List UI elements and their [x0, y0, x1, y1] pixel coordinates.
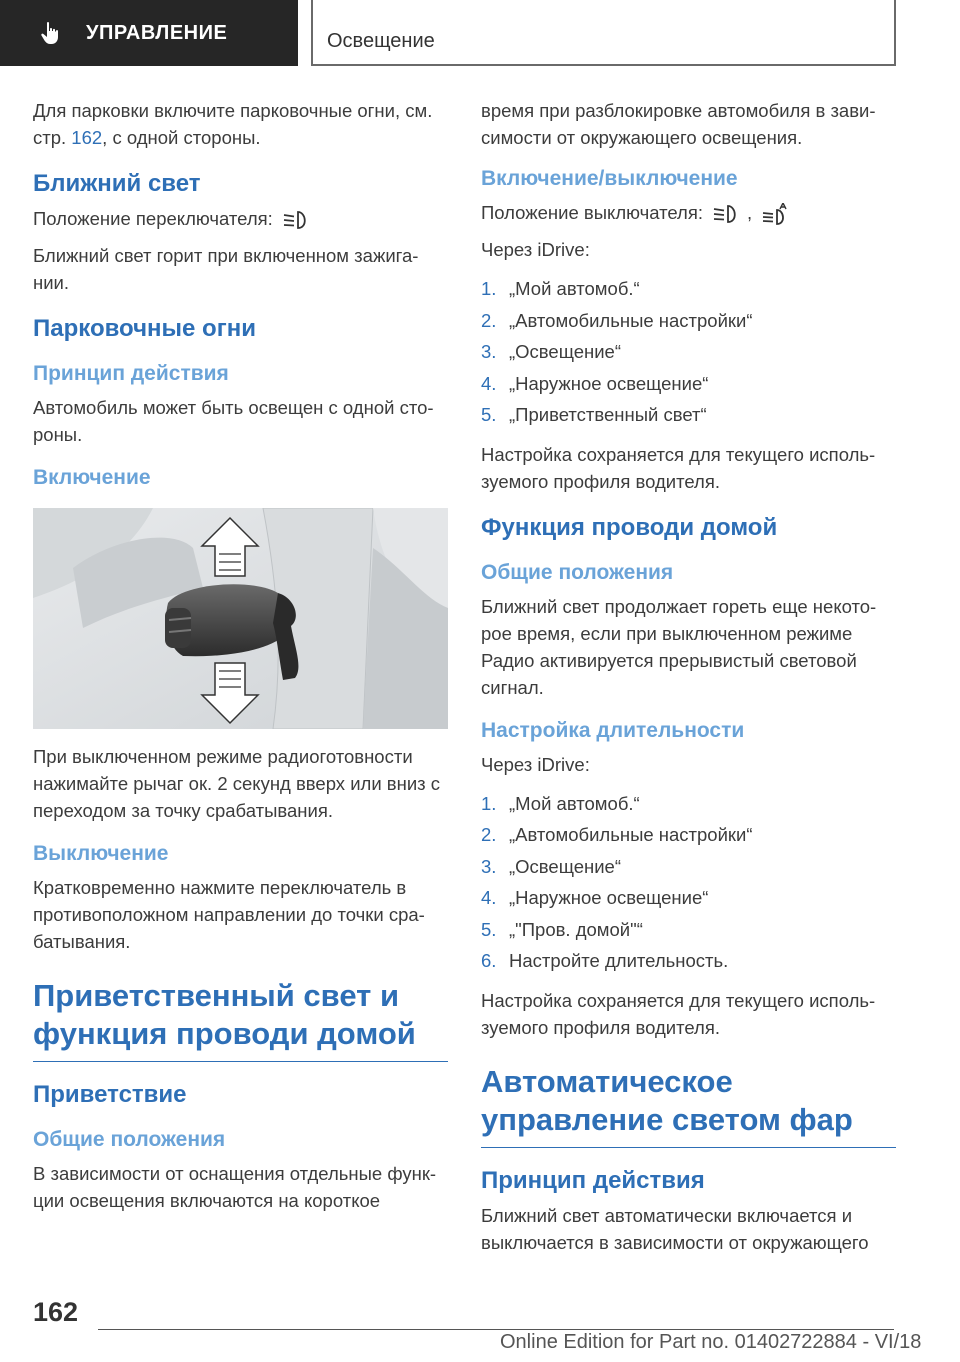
- onoff-heading: Включение/выключение: [481, 167, 738, 190]
- section-tab[interactable]: [0, 0, 298, 66]
- onoff-switch-position: Положение выключателя: ,: [481, 199, 896, 226]
- low-beam-icon: [711, 203, 741, 225]
- onoff-via-idrive: Через iDrive:: [481, 239, 590, 260]
- duration-saved-text: Настройка сохраняется для текущего исполь-зуемого профиля водителя.: [481, 989, 876, 1038]
- list-item: 3. „Освещение“: [481, 341, 622, 362]
- list-item: 2. „Автомобильные настройки“: [481, 824, 753, 845]
- chapter-tab[interactable]: [311, 0, 896, 66]
- list-item: 5. „Приветственный свет“: [481, 404, 707, 425]
- parking-lights-heading: Парковочные огни: [33, 315, 256, 342]
- chapter-label: Освещение: [327, 30, 435, 52]
- duration-heading: Настройка длительности: [481, 718, 745, 742]
- welcome-light-heading: Приветственный свет и функция проводи домой: [33, 977, 448, 1062]
- parking-principle-text: Автомобиль может быть освещен с одной сто-роны.: [33, 397, 434, 445]
- low-beam-switch-position: Положение переключателя:: [33, 205, 448, 232]
- low-beam-heading: Ближний свет: [33, 170, 201, 197]
- auto-headlight-icon: [760, 203, 790, 225]
- edition-footer: Online Edition for Part no. 01402722884 - VI/18: [500, 1331, 922, 1353]
- list-item: 3. „Освещение“: [481, 855, 622, 877]
- parking-on-text: При выключенном режиме радиоготовности нажимайте рычаг ок. 2 секунд вверх или вниз с переходом за точку срабатывания.: [33, 746, 441, 821]
- auto-headlight-heading: Автоматическое управление светом фар: [481, 1063, 896, 1148]
- onoff-saved-text: Настройка сохраняется для текущего исполь-зуемого профиля водителя.: [481, 443, 876, 492]
- list-item: 2. „Автомобильные настройки“: [481, 309, 753, 331]
- onoff-steps-list: [481, 273, 896, 431]
- low-beam-text: Ближний свет горит при включенном зажига-нии.: [33, 245, 419, 293]
- parking-on-heading: Включение: [33, 466, 151, 489]
- list-item: 4. „Наружное освещение“: [481, 887, 709, 908]
- page-header: [0, 0, 960, 66]
- parking-off-heading: Выключение: [33, 842, 169, 865]
- parking-off-text: Кратковременно нажмите переключатель в противоположном направлении до точки сра-батывания.: [33, 877, 425, 952]
- section-label: УПРАВЛЕНИЕ: [86, 21, 228, 44]
- duration-via-idrive: Через iDrive:: [481, 753, 590, 775]
- list-item: 5. „"Пров. домой"“: [481, 918, 643, 940]
- home-function-heading: Функция проводи домой: [481, 513, 778, 541]
- home-general-text: Ближний свет продолжает гореть еще некото-рое время, если при выключенном режиме Радио активируется прерывистый световой сигнал.: [481, 595, 877, 698]
- right-column: [481, 97, 896, 1270]
- page-link[interactable]: 162: [71, 127, 103, 148]
- lever-illustration: [33, 508, 448, 729]
- list-item: 6. Настройте длительность.: [481, 950, 729, 971]
- intro-paragraph: Для парковки включите парковочные огни, см. стр. 162, с одной стороны.: [33, 100, 433, 148]
- low-beam-icon: [281, 209, 311, 231]
- welcome-continued-text: время при разблокировке автомобиля в зави-симости от окружающего освещения.: [481, 100, 876, 148]
- home-general-heading: Общие положения: [481, 560, 674, 584]
- auto-principle-text: Ближний свет автоматически включается и выключается в зависимости от окружающего: [481, 1204, 869, 1253]
- list-item: 4. „Наружное освещение“: [481, 372, 709, 394]
- greeting-heading: Приветствие: [33, 1081, 187, 1108]
- turn-signal-lever-image: [33, 508, 448, 729]
- welcome-general-text: В зависимости от оснащения отдельные функ-ции освещения включаются на короткое: [33, 1163, 437, 1211]
- auto-principle-heading: Принцип действия: [481, 1166, 705, 1194]
- list-item: 1. „Мой автомоб.“: [481, 278, 640, 299]
- footer-divider: [98, 1329, 894, 1330]
- parking-principle-heading: Принцип действия: [33, 362, 229, 385]
- list-item: 1. „Мой автомоб.“: [481, 792, 640, 814]
- welcome-general-heading: Общие положения: [33, 1128, 226, 1151]
- left-column: [33, 97, 448, 1228]
- page-number: 162: [33, 1297, 79, 1327]
- hand-pointer-icon: [38, 20, 64, 46]
- duration-steps-list: [481, 788, 896, 977]
